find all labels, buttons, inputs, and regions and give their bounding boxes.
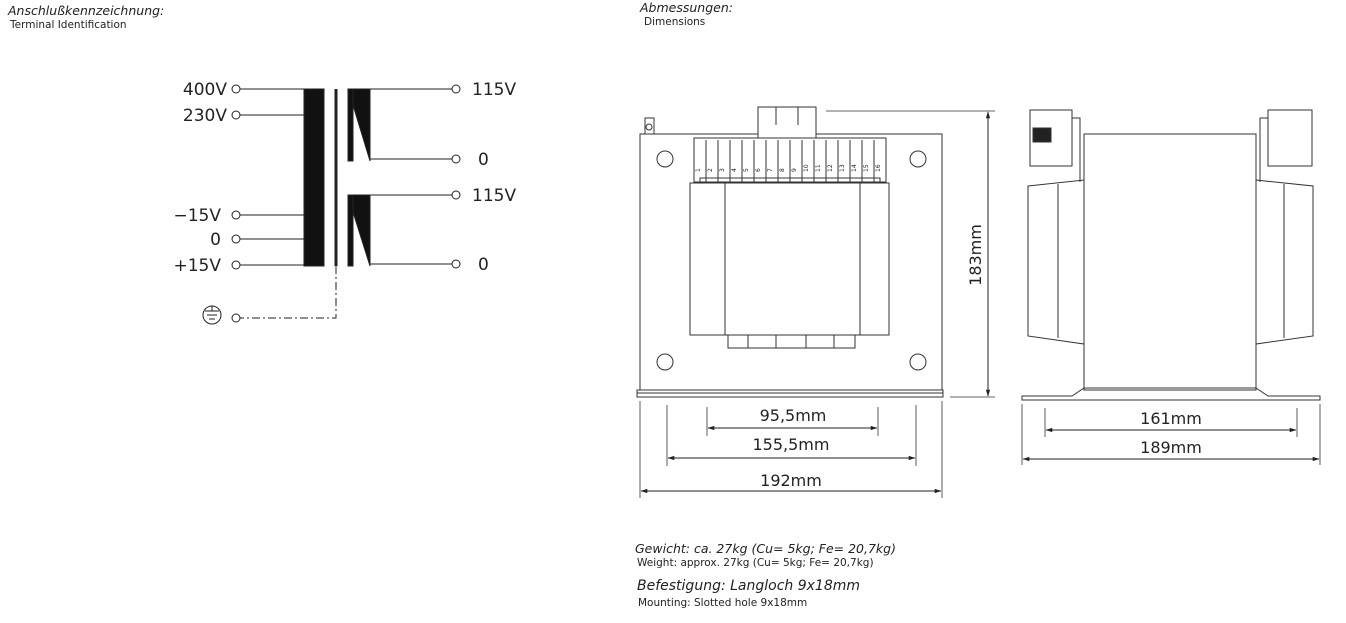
terminal-number: 5 [743,168,750,172]
terminal-number: 10 [803,164,810,172]
terminal-number: 9 [791,168,798,172]
terminal-number: 11 [815,164,822,172]
dim-label-front-outer: 192mm [760,471,822,490]
terminal-number: 15 [863,164,870,172]
primary-label: 0 [210,230,221,250]
dimensions-heading-de: Abmessungen: [640,0,733,15]
dim-label-side-outer: 189mm [1140,438,1202,457]
schematic-labels [173,80,516,276]
primary-label: +15V [173,256,221,276]
secondary-label: 115V [472,80,517,100]
primary-leads [232,85,305,269]
primary-winding [304,89,324,266]
side-dimension-labels [1140,409,1202,457]
secondary-label: 115V [472,186,517,206]
weight-note-de: Gewicht: ca. 27kg (Cu= 5kg; Fe= 20,7kg) [635,541,896,556]
terminal-number: 2 [707,168,714,172]
terminal-number: 7 [767,168,774,172]
dim-label-front-inner: 95,5mm [759,406,827,425]
ground-icon [203,306,221,324]
terminal-cover [758,107,816,138]
terminal-number: 16 [875,164,882,172]
terminal-number: 8 [779,168,786,172]
terminal-number: 12 [827,164,834,172]
terminal-block-right [1268,110,1312,166]
secondary-label: 0 [478,150,489,170]
transformer-schematic [203,85,460,324]
terminal-heading-en: Terminal Identification [10,19,127,31]
weight-note-en: Weight: approx. 27kg (Cu= 5kg; Fe= 20,7kg) [637,557,874,569]
terminal-heading-de: Anschlußkennzeichnung: [8,3,165,18]
primary-label: 400V [182,80,227,100]
secondary-winding-2 [353,195,370,266]
secondary-winding-1 [353,89,370,161]
secondary-label: 0 [478,255,489,275]
dim-label-height: 183mm [966,224,985,286]
coil-left [1028,180,1084,344]
primary-label: 230V [182,106,227,126]
terminal-number: 13 [839,164,846,172]
terminal-number: 6 [755,168,762,172]
primary-label: −15V [173,206,221,226]
dim-label-side-inner: 161mm [1140,409,1202,428]
secondary-leads [370,85,460,268]
core-stack [1084,134,1256,390]
ground-dashline [240,266,336,318]
terminal-number: 3 [719,168,726,172]
terminal-number: 4 [731,168,738,172]
mounting-note-en: Mounting: Slotted hole 9x18mm [638,597,808,609]
mounting-note-de: Befestigung: Langloch 9x18mm [637,578,861,594]
dim-label-front-mid: 155,5mm [752,435,830,454]
dimensions-heading-en: Dimensions [644,16,706,28]
terminal-number: 1 [695,168,702,172]
terminal-number: 14 [851,164,858,172]
